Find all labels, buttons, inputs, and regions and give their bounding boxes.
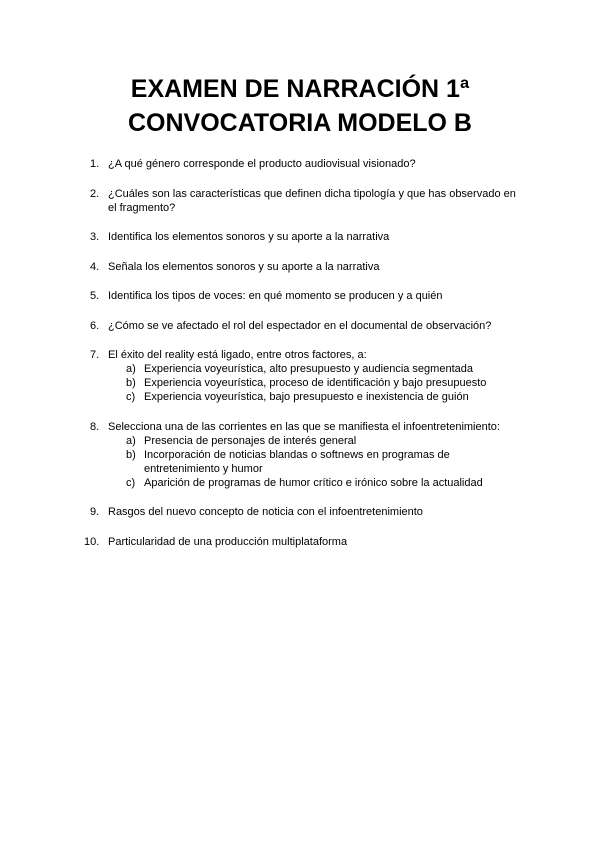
option-letter: c) <box>126 476 136 489</box>
question-number: 3. <box>90 231 100 243</box>
question-5 <box>0 289 600 303</box>
option-a <box>108 362 524 376</box>
question-number: 2. <box>90 187 100 200</box>
question-number: 1. <box>90 158 100 170</box>
question-text: Particularidad de una producción multiplataforma <box>108 535 348 548</box>
exam-title <box>0 72 600 140</box>
question-10 <box>0 535 600 549</box>
question-number: 8. <box>90 420 100 433</box>
question-number: 4. <box>90 260 100 273</box>
question-number: 5. <box>90 290 100 302</box>
question-text: Identifica los tipos de voces: en qué momento se producen y a quién <box>108 290 443 302</box>
question-text: Rasgos del nuevo concepto de noticia con el infoentretenimiento <box>108 506 423 518</box>
question-text: Selecciona una de las corrientes en las que se manifiesta el infoentretenimiento: <box>108 420 500 433</box>
exam-title-line-1: EXAMEN DE NARRACIÓN 1ª <box>130 75 470 103</box>
question-number: 10. <box>84 535 100 548</box>
option-text: Experiencia voyeurística, alto presupuesto y audiencia segmentada <box>144 363 473 375</box>
question-9 <box>0 505 600 519</box>
question-text: El éxito del reality está ligado, entre otros factores, a: <box>108 349 367 361</box>
option-list <box>108 362 524 404</box>
question-6 <box>0 319 600 333</box>
question-2 <box>0 187 600 215</box>
option-text: Experiencia voyeurística, bajo presupuesto e inexistencia de guión <box>144 391 469 403</box>
option-a <box>108 434 524 448</box>
question-number: 7. <box>90 349 100 361</box>
option-list <box>108 434 524 490</box>
question-text: ¿Cómo se ve afectado el rol del espectador en el documental de observación? <box>108 319 492 332</box>
option-c <box>108 476 524 490</box>
exam-title-line-2: CONVOCATORIA MODELO B <box>128 109 472 137</box>
question-number: 9. <box>90 506 100 518</box>
question-text: ¿Cuáles son las características que definen dicha tipología y que has observado en el fragmento? <box>108 187 516 214</box>
option-c <box>108 390 524 404</box>
question-list <box>0 157 600 564</box>
option-letter: b) <box>126 377 136 389</box>
question-number: 6. <box>90 319 100 332</box>
question-text: ¿A qué género corresponde el producto audiovisual visionado? <box>108 158 416 170</box>
option-text: Presencia de personajes de interés general <box>144 434 357 447</box>
question-3 <box>0 230 600 244</box>
question-text: Señala los elementos sonoros y su aporte a la narrativa <box>108 260 380 273</box>
option-b <box>108 448 524 476</box>
question-text: Identifica los elementos sonoros y su aporte a la narrativa <box>108 231 390 243</box>
option-b <box>108 376 524 390</box>
option-letter: b) <box>126 448 136 461</box>
option-text: Experiencia voyeurística, proceso de identificación y bajo presupuesto <box>144 377 487 389</box>
option-text: Incorporación de noticias blandas o softnews en programas de entretenimiento y humor <box>144 448 450 475</box>
question-8 <box>0 420 600 490</box>
question-4 <box>0 260 600 274</box>
option-letter: a) <box>126 363 136 375</box>
question-1 <box>0 157 600 171</box>
option-text: Aparición de programas de humor crítico e irónico sobre la actualidad <box>144 476 483 489</box>
option-letter: c) <box>126 391 136 403</box>
question-7 <box>0 348 600 404</box>
option-letter: a) <box>126 434 136 447</box>
